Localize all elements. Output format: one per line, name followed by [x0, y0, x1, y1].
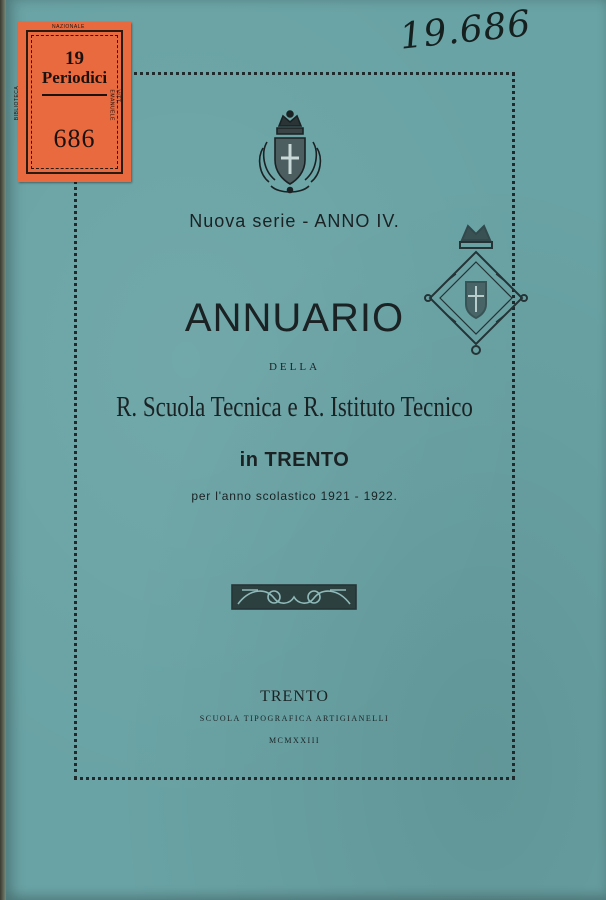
handwritten-reference: 19.686	[397, 3, 534, 58]
page-title: ANNUARIO	[184, 296, 405, 340]
label-section: Periodici	[41, 68, 108, 87]
imprint-press: SCUOLA TIPOGRAFICA ARTIGIANELLI	[199, 714, 390, 723]
label-side-right: VITT. EMANUELE	[108, 89, 121, 122]
ornament-divider-icon	[230, 582, 358, 612]
school-year: per l'anno scolastico 1921 - 1922.	[191, 489, 398, 503]
imprint-date: MCMXXIII	[268, 736, 321, 745]
label-side-top: NAZIONALE	[52, 24, 85, 30]
label-catalog-number: 686	[53, 124, 96, 153]
city-line: in TRENTO	[239, 449, 350, 471]
library-label	[14, 22, 131, 182]
school-name: R. Scuola Tecnica e R. Istituto Tecnico	[116, 392, 473, 423]
label-divider	[42, 94, 107, 96]
label-side-left: BIBLIOTECA	[14, 85, 21, 121]
imprint-city: TRENTO	[260, 688, 329, 705]
label-number: 19	[65, 48, 84, 69]
series-line: Nuova serie - ANNO IV.	[189, 211, 400, 231]
subtitle-della: DELLA	[268, 361, 321, 373]
coat-of-arms-icon	[255, 108, 325, 198]
